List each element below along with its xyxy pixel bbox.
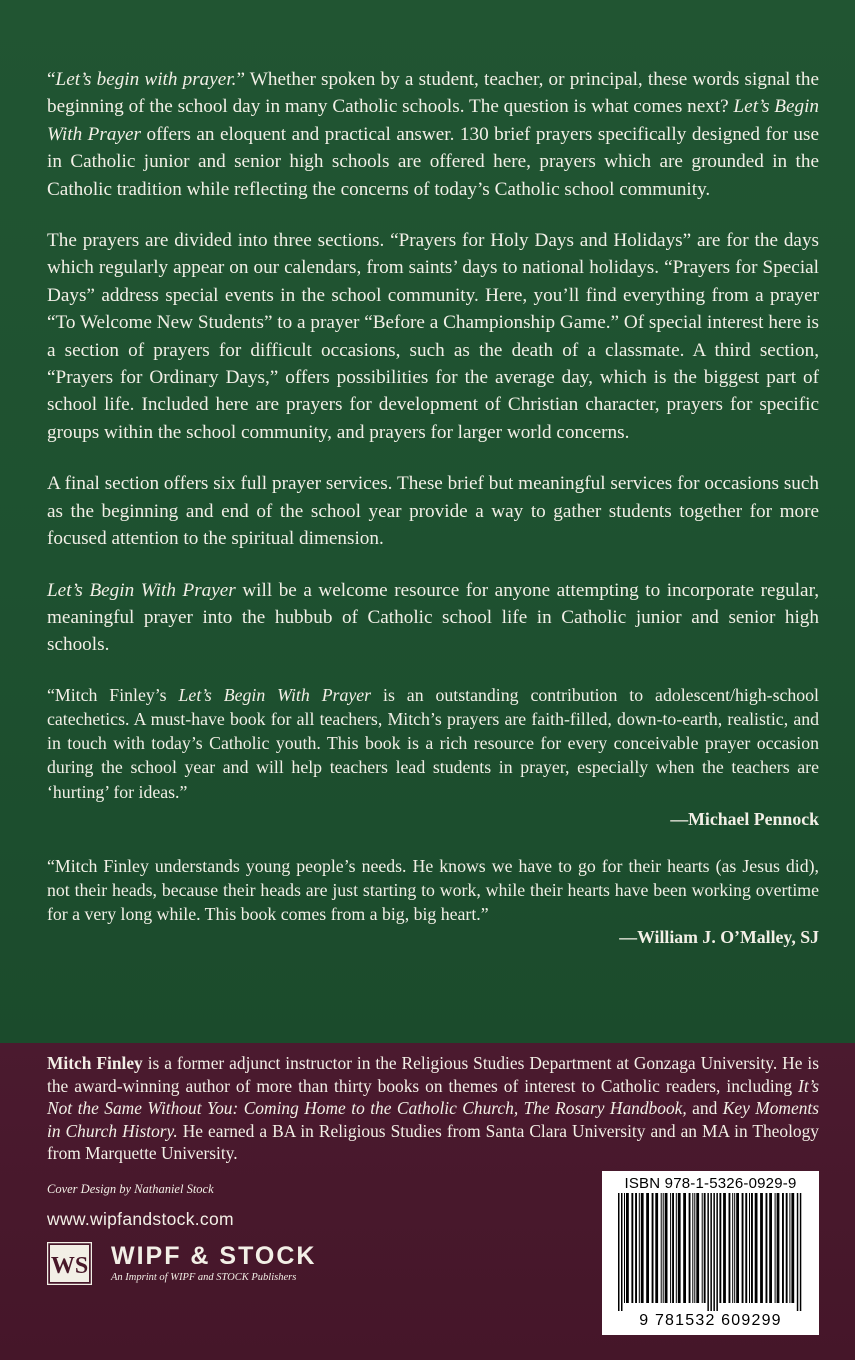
- review-1-attribution: —Michael Pennock: [670, 808, 819, 829]
- description-paragraph-1: “Let’s begin with prayer.” Whether spoken by a student, teacher, or principal, these words signal the beginning of the school day in many Catholic schools. The question is what comes next? Let’s Begin With Prayer offers an eloquent and practical answer. 130 brief prayers specifically designed for use in Catholic junior and senior high schools are offered here, prayers which are grounded in the Catholic tradition while reflecting the concerns of today’s Catholic school community.: [47, 69, 820, 200]
- svg-text:WS: WS: [50, 1253, 89, 1279]
- author-bio: Mitch Finley is a former adjunct instructor in the Religious Studies Department at Gonzaga University. He is the award-winning author of more than thirty books on themes of interest to Catholic readers, including It’s Not the Same Without You: Coming Home to the Catholic Church, The Rosary Handbook, and Key Moments in Church History. He earned a BA in Religious Studies from Santa Clara University and an MA in Theology from Marquette University.: [47, 1053, 820, 1164]
- description-paragraph-2: The prayers are divided into three sections. “Prayers for Holy Days and Holidays” are for the days which regularly appear on our calendars, from saints’ days to national holidays. “Prayers for Special Days” address special events in the school community. Here, you’ll find everything from a prayer “To Welcome New Students” to a prayer “Before a Championship Game.” Of special interest here is a section of prayers for difficult occasions, such as the death of a classmate. A third section, “Prayers for Ordinary Days,” offers possibilities for the average day, which is the biggest part of school life. Included here are prayers for development of Christian character, prayers for specific groups within the school community, and prayers for larger world concerns.: [47, 230, 819, 443]
- reviews: [47, 683, 819, 951]
- book-title-italic: Let’s Begin With Prayer: [47, 96, 820, 145]
- review-2-text: “Mitch Finley understands young people’s needs. He knows we have to go for their hearts (as Jesus did), not their heads, because their heads are just starting to work, while their hearts have been working overtime for a very long while. This book comes from a big, big heart.”: [47, 855, 819, 925]
- publisher-logo-icon: [47, 1242, 92, 1285]
- book-title-italic: Let’s begin with prayer.: [55, 69, 237, 90]
- barcode-bars: [612, 1193, 809, 1311]
- isbn-barcode: [602, 1171, 819, 1335]
- review-2-attribution: —William J. O’Malley, SJ: [619, 927, 819, 948]
- review-1-text: “Mitch Finley’s Let’s Begin With Prayer is an outstanding contribution to adolescent/high-school catechetics. A must-have book for all teachers, Mitch’s prayers are faith-filled, down-to-earth, realistic, and in touch with today’s Catholic youth. This book is a rich resource for every conceivable prayer occasion during the school year and will help teachers lead students in prayer, especially when the teachers are ‘hurting’ for ideas.”: [47, 684, 819, 802]
- author-publisher-panel: [0, 1043, 855, 1360]
- description-paragraph-3: A final section offers six full prayer services. These brief but meaningful services for occasions such as the beginning and end of the school year provide a way to gather students together for more focused attention to the spiritual dimension.: [47, 473, 819, 550]
- barcode-digits: 9 781532 609299: [639, 1312, 782, 1329]
- cover-design-credit: Cover Design by Nathaniel Stock: [47, 1182, 214, 1196]
- book-title-italic: Let’s Begin With Prayer: [47, 579, 236, 601]
- publisher-imprint: An Imprint of WIPF and STOCK Publishers: [111, 1272, 297, 1283]
- author-name: Mitch Finley: [47, 1053, 143, 1073]
- publisher-name: WIPF & STOCK: [111, 1242, 317, 1270]
- book-title-italic: Let’s Begin With Prayer: [178, 684, 372, 705]
- isbn-label: ISBN 978-1-5326-0929-9: [624, 1175, 797, 1192]
- description-paragraph-4: Let’s Begin With Prayer will be a welcome resource for anyone attempting to incorporate regular, meaningful prayer into the hubbub of Catholic school life in Catholic junior and senior high schools.: [47, 579, 819, 656]
- publisher-website: www.wipfandstock.com: [47, 1209, 234, 1229]
